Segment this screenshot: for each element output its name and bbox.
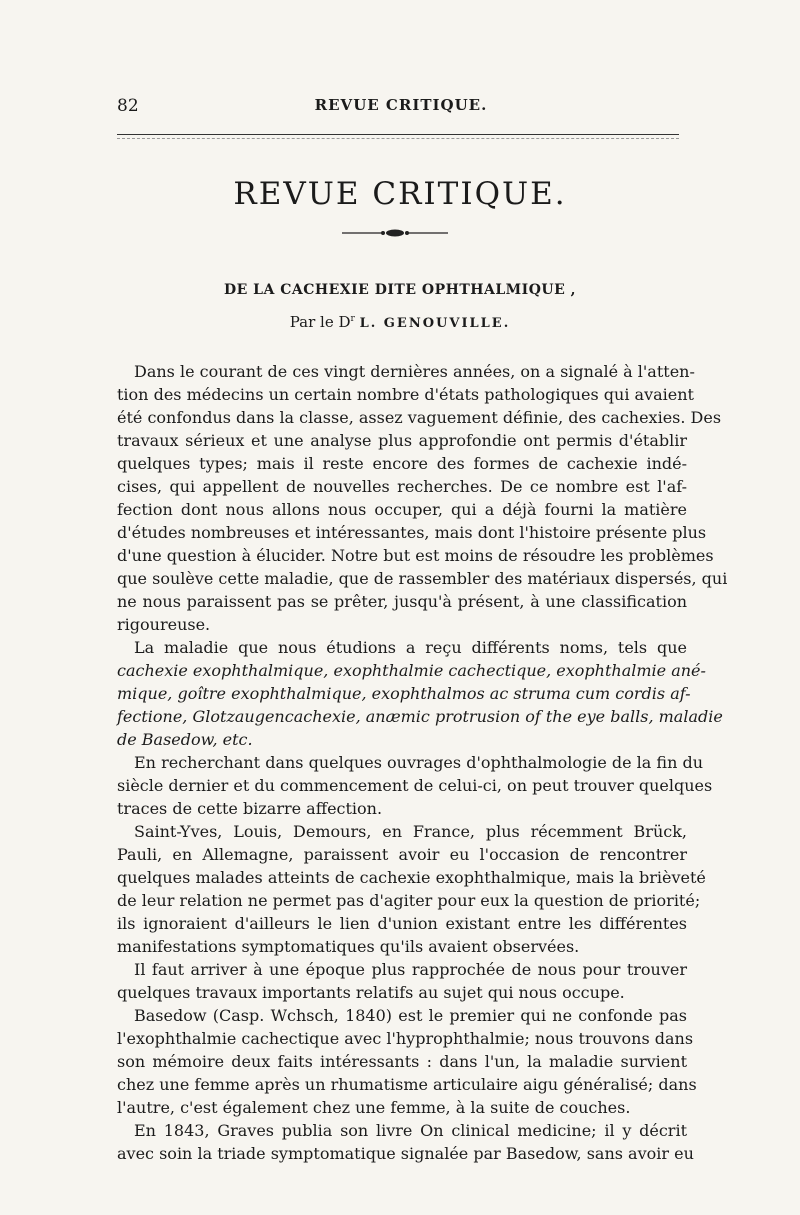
byline-superscript: r	[350, 314, 355, 324]
paragraph-7	[117, 1119, 694, 1165]
page-number: 82	[117, 96, 139, 116]
text-line: ils ignoraient d'ailleurs le lien d'union existant entre les différentes	[117, 914, 687, 933]
article-title: DE LA CACHEXIE DITE OPHTHALMIQUE ,	[223, 282, 577, 298]
text-line: Saint-Yves, Louis, Demours, en France, plus récemment Brück,	[134, 822, 687, 841]
text-line: En recherchant dans quelques ouvrages d'ophthalmologie de la fin du	[134, 753, 704, 772]
text-line: d'une question à élucider. Notre but est moins de résoudre les problèmes	[117, 546, 714, 565]
text-line: siècle dernier et du commencement de celui-ci, on peut trouver quelques	[117, 776, 713, 795]
text-line: été confondus dans la classe, assez vaguement définie, des cachexies. Des	[117, 408, 722, 427]
text-line: rigoureuse.	[117, 615, 211, 634]
text-line: de Basedow, etc.	[117, 730, 253, 749]
text-line: En 1843, Graves publia son livre On clinical medicine; il y décrit	[134, 1121, 687, 1140]
text-line: La maladie que nous étudions a reçu différents noms, tels que	[134, 638, 687, 657]
text-line: d'études nombreuses et intéressantes, mais dont l'histoire présente plus	[117, 523, 707, 542]
text-line: fectione, Glotzaugencachexie, anæmic protrusion of the eye balls, maladie	[117, 707, 723, 726]
text-line: quelques travaux importants relatifs au sujet qui nous occupe.	[117, 983, 625, 1002]
byline-author: L. GENOUVILLE.	[359, 316, 511, 331]
text-line: chez une femme après un rhumatisme articulaire aigu généralisé; dans	[117, 1075, 697, 1094]
text-line: avec soin la triade symptomatique signalée par Basedow, sans avoir eu	[117, 1144, 694, 1163]
text-line: Il faut arriver à une époque plus rapprochée de nous pour trouver	[134, 960, 687, 979]
header-rule-secondary	[117, 138, 679, 139]
byline	[0, 313, 800, 331]
text-line: fection dont nous allons nous occuper, qui a déjà fourni la matière	[117, 500, 687, 519]
text-line: manifestations symptomatiques qu'ils avaient observées.	[117, 937, 580, 956]
paragraph-6	[117, 1004, 697, 1119]
text-line: son mémoire deux faits intéressants : dans l'un, la maladie survient	[117, 1052, 687, 1071]
paragraph-5	[117, 958, 687, 1004]
text-line: Dans le courant de ces vingt dernières années, on a signalé à l'atten-	[134, 362, 695, 381]
text-line: tion des médecins un certain nombre d'états pathologiques qui avaient	[117, 385, 694, 404]
text-line: cachexie exophthalmique, exophthalmie cachectique, exophthalmie ané-	[117, 661, 706, 680]
text-line: mique, goître exophthalmique, exophthalmos ac struma cum cordis af-	[117, 684, 691, 703]
text-line: Pauli, en Allemagne, paraissent avoir eu l'occasion de rencontrer	[117, 845, 687, 864]
article-body	[117, 360, 728, 1165]
header-rule	[117, 134, 679, 135]
text-line: que soulève cette maladie, que de rassembler des matériaux dispersés, qui	[117, 569, 728, 588]
text-line: quelques types; mais il reste encore des formes de cachexie indé-	[117, 454, 687, 473]
paragraph-1	[117, 360, 728, 636]
text-line: Basedow (Casp. Wchsch, 1840) est le premier qui ne confonde pas	[134, 1006, 687, 1025]
text-line: quelques malades atteints de cachexie exophthalmique, mais la brièveté	[117, 868, 706, 887]
paragraph-2	[117, 636, 723, 751]
text-line: travaux sérieux et une analyse plus approfondie ont permis d'établir	[117, 431, 687, 450]
running-title: REVUE CRITIQUE.	[314, 96, 488, 114]
running-head	[117, 96, 685, 120]
paragraph-4	[117, 820, 706, 958]
text-line: l'exophthalmie cachectique avec l'hyprophthalmie; nous trouvons dans	[117, 1029, 694, 1048]
text-line: l'autre, c'est également chez une femme, à la suite de couches.	[117, 1098, 631, 1117]
text-line: ne nous paraissent pas se prêter, jusqu'à présent, à une classification	[117, 592, 687, 611]
byline-prefix: Par le D	[289, 313, 351, 331]
text-line: traces de cette bizarre affection.	[117, 799, 383, 818]
section-title: REVUE CRITIQUE.	[233, 176, 567, 212]
text-line: de leur relation ne permet pas d'agiter pour eux la question de priorité;	[117, 891, 701, 910]
paragraph-3	[117, 751, 713, 820]
text-line: cises, qui appellent de nouvelles recherches. De ce nombre est l'af-	[117, 477, 687, 496]
ornament-divider-icon	[340, 226, 450, 240]
